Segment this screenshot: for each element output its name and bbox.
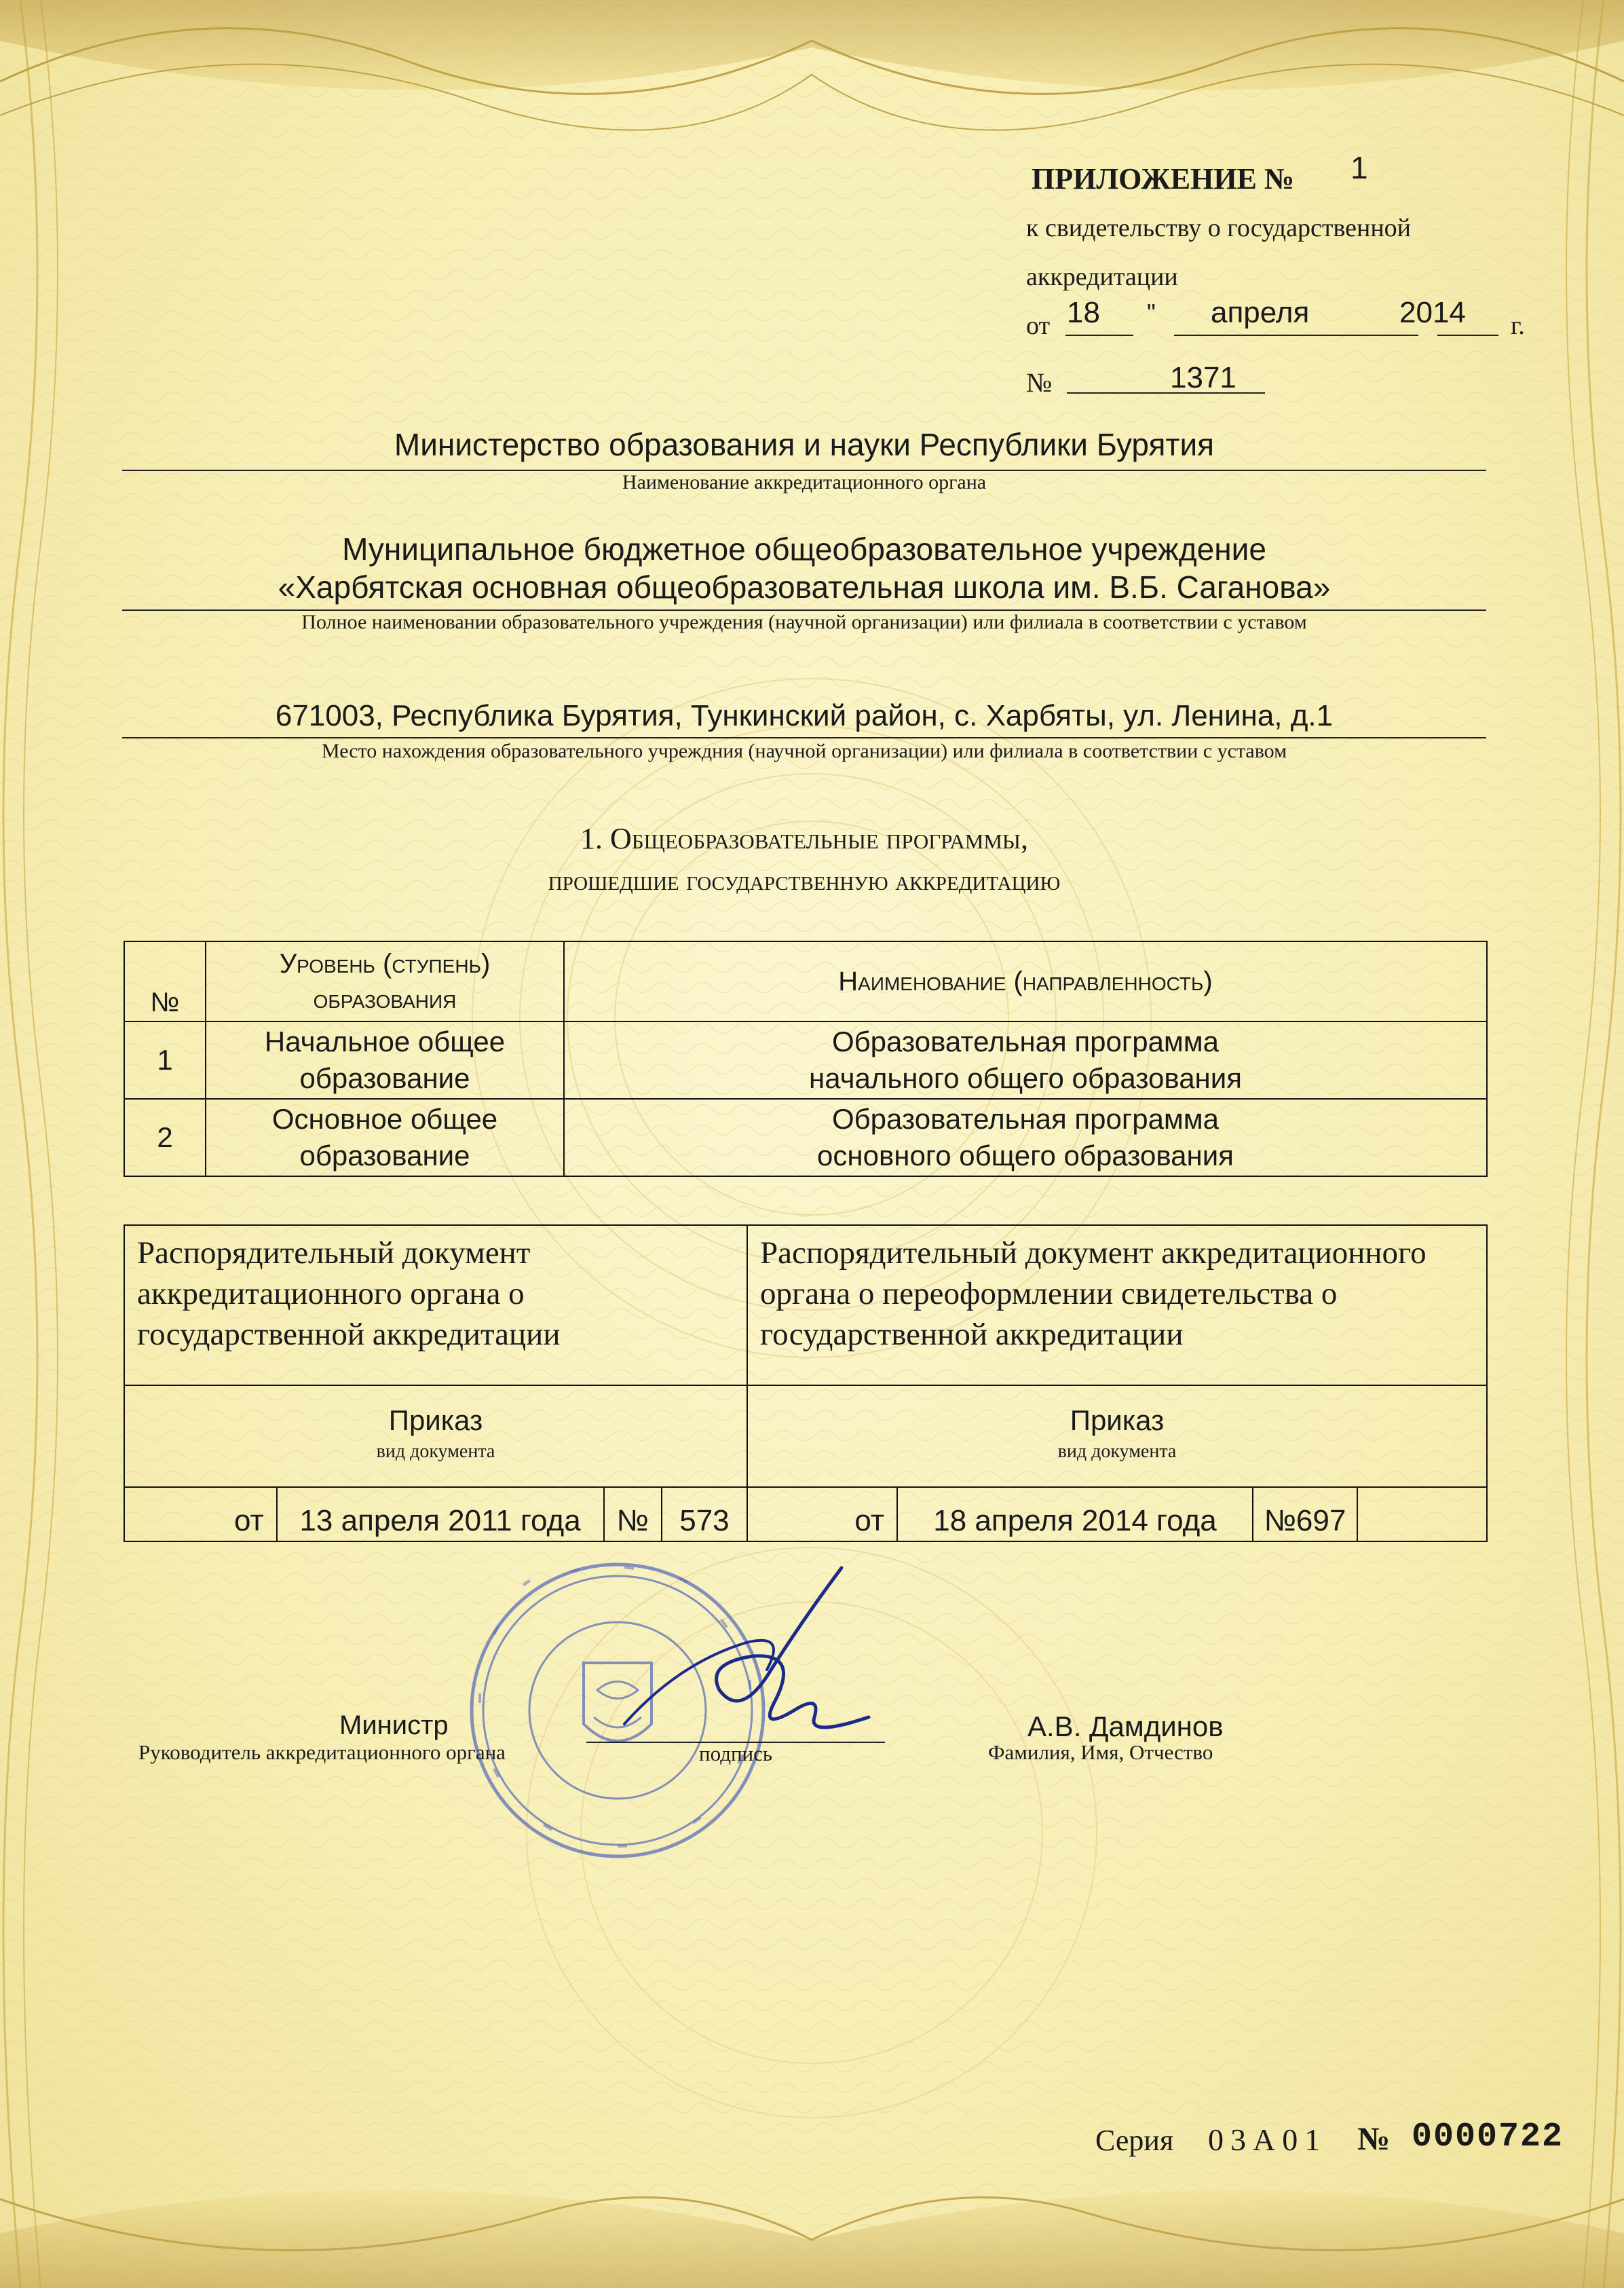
- date-quote: ": [1147, 299, 1156, 326]
- signer-name: А.В. Дамдинов: [1027, 1710, 1224, 1742]
- address-value: 671003, Республика Бурятия, Тункинский район, с. Харбяты, ул. Ленина, д.1: [275, 699, 1334, 732]
- signer-position-caption: Руководитель аккредитационного органа: [138, 1740, 506, 1764]
- signature-caption: подпись: [699, 1742, 773, 1765]
- appendix-line2: аккредитации: [1026, 263, 1178, 291]
- table-row: 2 Основное общее образование Образовательная программа основного общего образования: [124, 1099, 1487, 1176]
- left-from: от: [124, 1487, 277, 1541]
- signer-position: Министр: [339, 1710, 449, 1740]
- authority-caption: Наименование аккредитационного органа: [622, 471, 987, 493]
- institution-line1: Муниципальное бюджетное общеобразовательное учреждение: [342, 531, 1266, 567]
- left-no: 573: [662, 1487, 747, 1541]
- left-kind-caption: вид документа: [124, 1437, 747, 1487]
- authority-name: Министерство образования и науки Республики Бурятия: [394, 427, 1215, 462]
- documents-table: [124, 1224, 1488, 1542]
- date-year: 2014: [1399, 296, 1466, 329]
- institution-line2: «Харбятская основная общеобразовательная школа им. В.Б. Саганова»: [278, 569, 1331, 605]
- reg-number: 1371: [1170, 361, 1236, 394]
- left-doc-kind: Приказ: [124, 1385, 747, 1437]
- right-doc-heading: Распорядительный документ аккредитационного органа о переоформлении свидетельства о государственной аккредитации: [747, 1225, 1487, 1385]
- date-month: апреля: [1211, 296, 1310, 329]
- section-heading-line2: прошедшие государственную аккредитацию: [548, 865, 1061, 897]
- right-doc-kind: Приказ: [747, 1385, 1487, 1437]
- left-doc-heading: Распорядительный документ аккредитационного органа о государственной аккредитации: [124, 1225, 747, 1385]
- date-day: 18: [1067, 296, 1100, 329]
- series-label: Серия: [1095, 2124, 1174, 2157]
- col-header-level: Уровень (ступень) образования: [206, 941, 564, 1021]
- table-row: 1 Начальное общее образование Образовательная программа начального общего образования: [124, 1021, 1487, 1099]
- right-no: №697: [1253, 1487, 1357, 1541]
- right-date: 18 апреля 2014 года: [897, 1487, 1253, 1541]
- series-no-label: №: [1357, 2121, 1391, 2157]
- date-suffix: г.: [1511, 312, 1525, 340]
- institution-caption: Полное наименовании образовательного учреждения (научной организации) или филиала в соответствии с уставом: [301, 611, 1307, 633]
- left-no-label: №: [604, 1487, 662, 1541]
- reg-label: №: [1026, 367, 1053, 398]
- address-caption: Место нахождения образовательного учреждния (научной организации) или филиала в соответствии с уставом: [321, 740, 1287, 762]
- appendix-line1: к свидетельству о государственной: [1026, 214, 1412, 242]
- right-from: от: [747, 1487, 897, 1541]
- appendix-title: ПРИЛОЖЕНИЕ №: [1032, 162, 1295, 195]
- series-value: 03А01: [1208, 2122, 1327, 2157]
- series-number: 0000722: [1412, 2118, 1564, 2156]
- date-prefix: от: [1026, 312, 1051, 340]
- handwritten-signature: [597, 1561, 909, 1765]
- left-date: 13 апреля 2011 года: [277, 1487, 604, 1541]
- appendix-number: 1: [1351, 150, 1368, 185]
- signer-name-caption: Фамилия, Имя, Отчество: [988, 1740, 1213, 1764]
- col-header-name: Наименование (направленность): [564, 941, 1487, 1021]
- right-kind-caption: вид документа: [747, 1437, 1487, 1487]
- col-header-num: №: [124, 941, 206, 1021]
- programs-table: [124, 941, 1488, 1177]
- section-heading-line1: 1. Общеобразовательные программы,: [580, 822, 1028, 855]
